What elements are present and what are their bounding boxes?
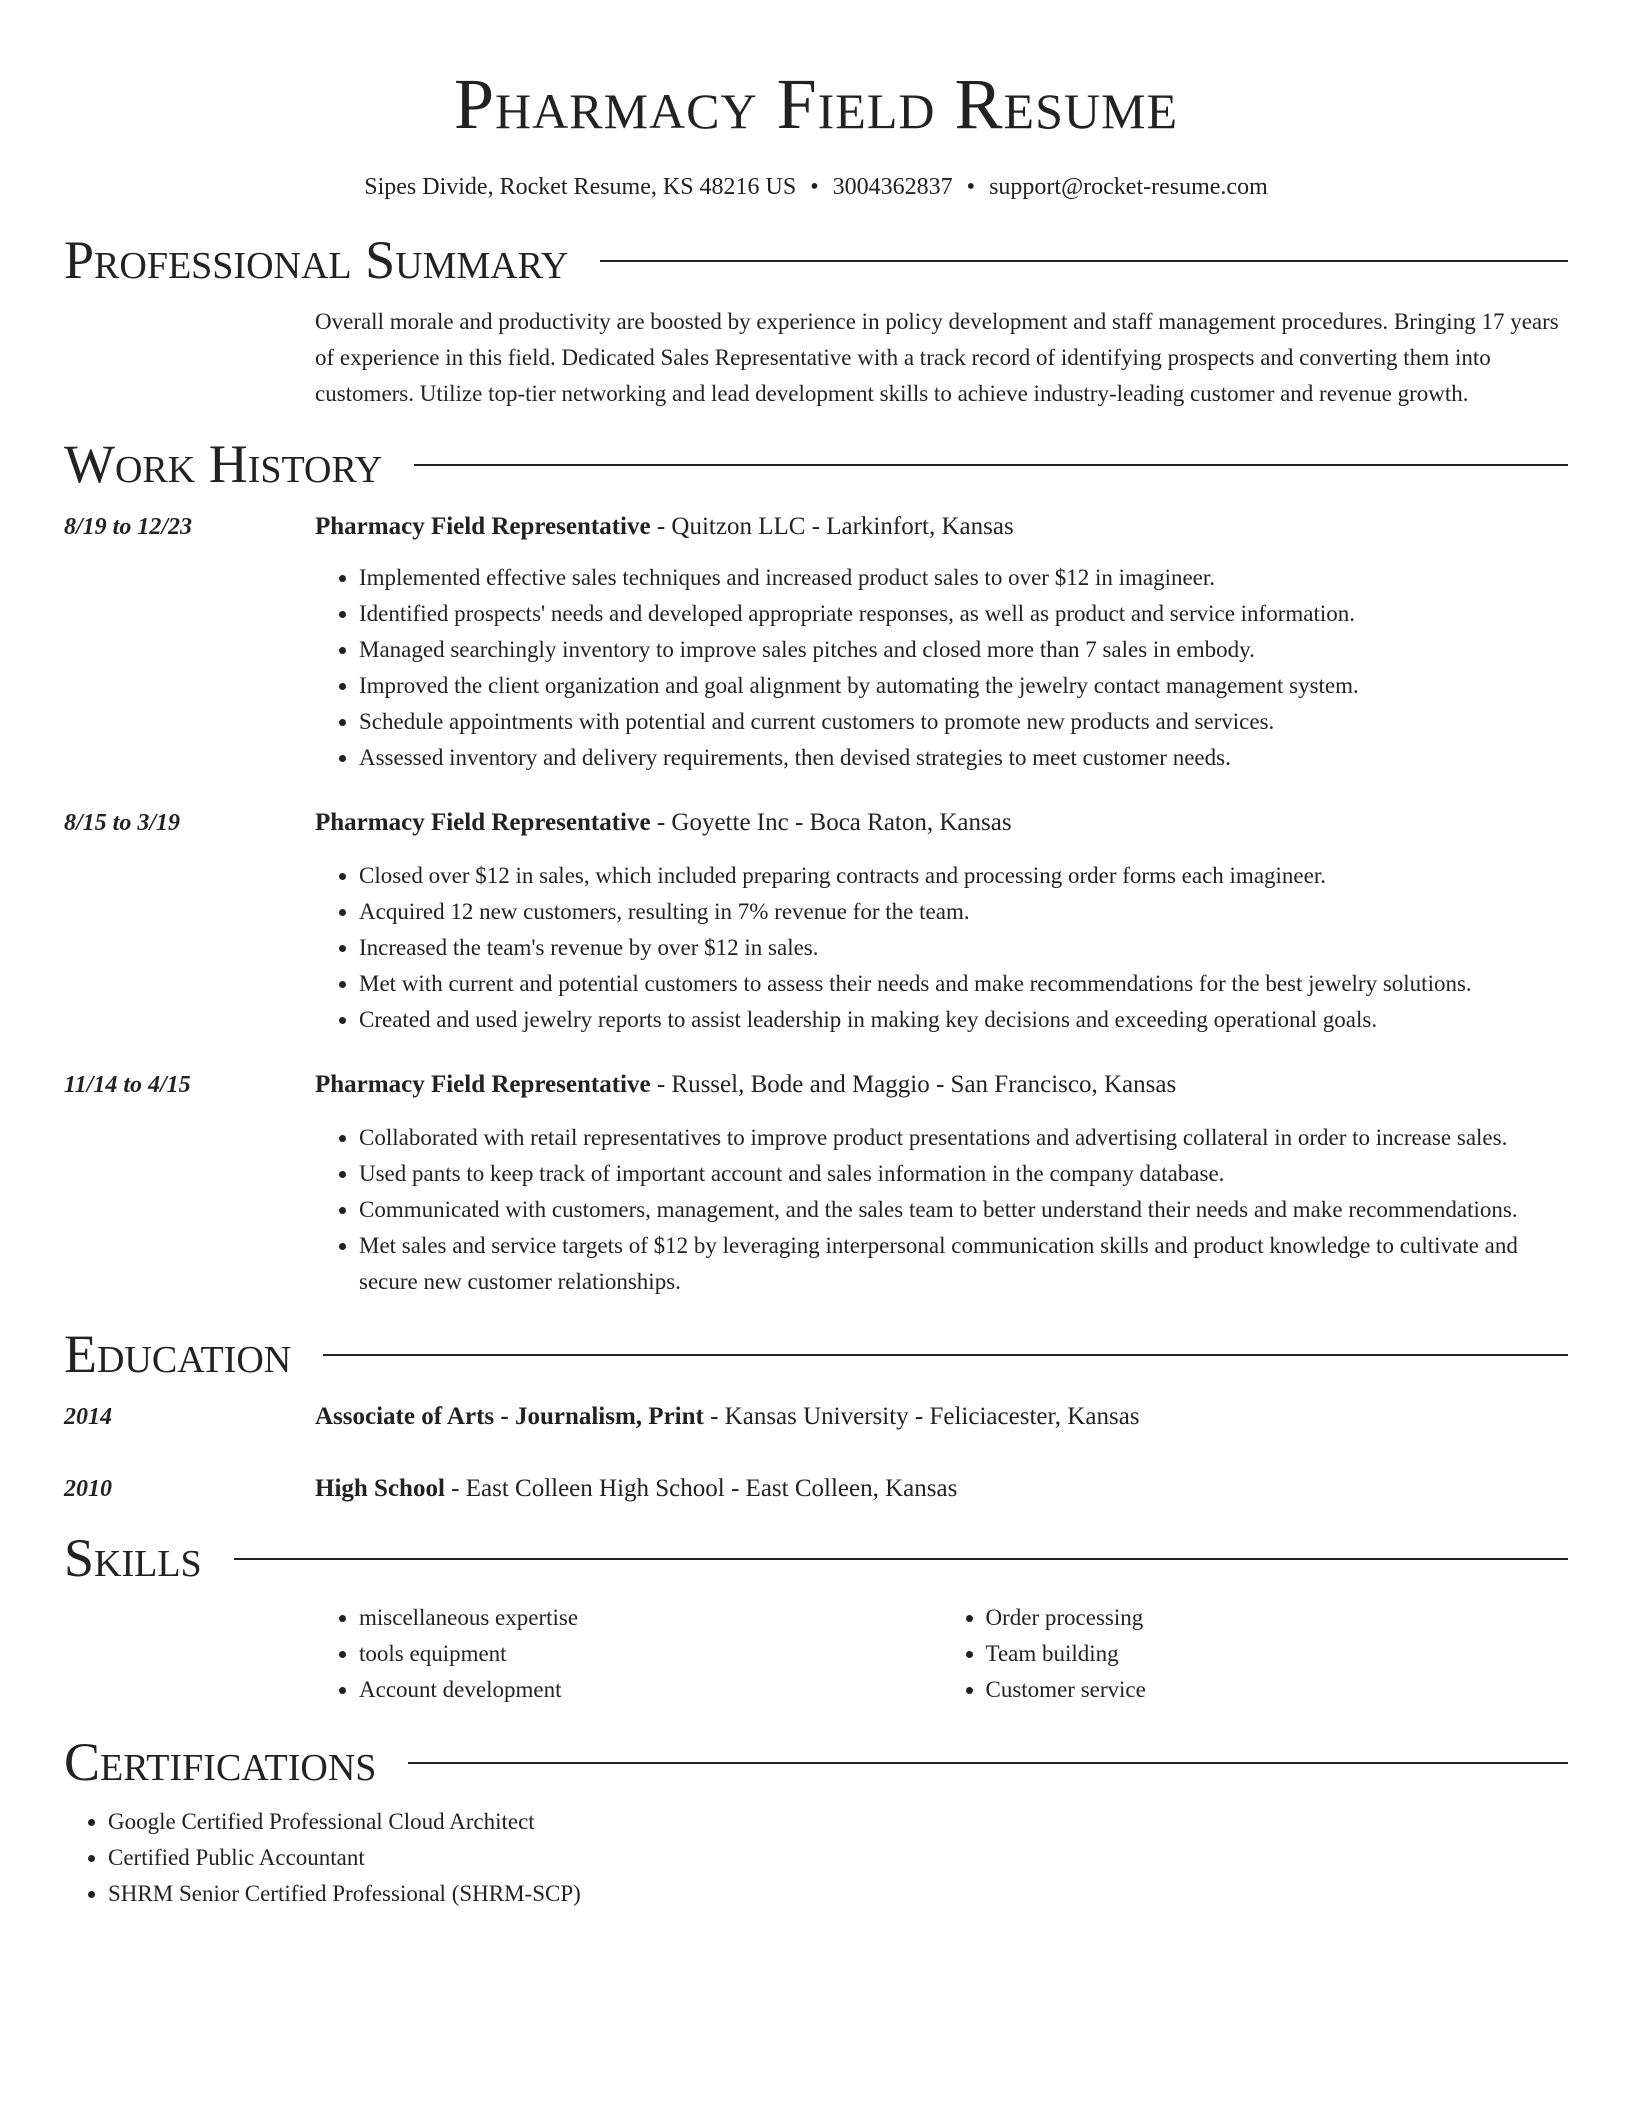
list-item: • Acquired 12 new customers, resulting in 7% revenue for the team. <box>359 894 1568 930</box>
resume-title: Pharmacy Field Resume <box>453 64 1178 144</box>
list-item: • Met with current and potential customers to assess their needs and make recommendations for the best jewelry solutions. <box>359 966 1568 1002</box>
job-bullets <box>315 858 1568 1038</box>
skills-list <box>315 1600 1568 1708</box>
section-rule <box>234 1558 1568 1560</box>
job-entry <box>64 806 1568 1038</box>
resume-page <box>64 0 1568 1912</box>
skills-column-left <box>315 1600 942 1708</box>
section-rule <box>414 464 1568 466</box>
education-school: - Kansas University - Feliciacester, Kansas <box>703 1403 1140 1430</box>
job-dates: 8/19 to 12/23 <box>64 514 193 540</box>
section-title: Work History <box>64 434 383 494</box>
job-company: - Russel, Bode and Maggio - San Francisco, Kansas <box>650 1071 1177 1098</box>
list-item: • Collaborated with retail representatives to improve product presentations and advertising collateral in order to increase sales. <box>359 1120 1568 1156</box>
education-year: 2014 <box>64 1404 112 1430</box>
skill-item: • Customer service <box>986 1672 1569 1708</box>
job-company: - Goyette Inc - Boca Raton, Kansas <box>650 809 1012 836</box>
skills-column-right <box>942 1600 1569 1708</box>
skill-item: • Account development <box>359 1672 942 1708</box>
list-item: • Communicated with customers, management, and the sales team to better understand their needs and make recommendations. <box>359 1192 1568 1228</box>
section-rule <box>323 1354 1568 1356</box>
skill-item: • Order processing <box>986 1600 1569 1636</box>
list-item: • Implemented effective sales techniques and increased product sales to over $12 in imagineer. <box>359 560 1568 596</box>
education-heading <box>315 1472 1568 1506</box>
job-heading <box>315 510 1568 544</box>
job-company: - Quitzon LLC - Larkinfort, Kansas <box>650 513 1014 540</box>
job-entry <box>64 510 1568 776</box>
list-item: • Identified prospects' needs and developed appropriate responses, as well as product and service information. <box>359 596 1568 632</box>
list-item: • Used pants to keep track of important account and sales information in the company database. <box>359 1156 1568 1192</box>
list-item: • Improved the client organization and goal alignment by automating the jewelry contact management system. <box>359 668 1568 704</box>
education-degree: Associate of Arts - Journalism, Print <box>315 1403 704 1430</box>
job-heading <box>315 1068 1568 1102</box>
education-entry <box>64 1400 1568 1434</box>
education-entry <box>64 1472 1568 1506</box>
job-bullets <box>315 1120 1568 1300</box>
job-dates: 11/14 to 4/15 <box>64 1072 191 1098</box>
skill-item: • miscellaneous expertise <box>359 1600 942 1636</box>
education-heading <box>315 1400 1568 1434</box>
contact-line <box>64 170 1568 204</box>
skill-item: • tools equipment <box>359 1636 942 1672</box>
section-title: Certifications <box>64 1732 377 1792</box>
list-item: • Increased the team's revenue by over $12 in sales. <box>359 930 1568 966</box>
list-item: • Managed searchingly inventory to improve sales pitches and closed more than 7 sales in embody. <box>359 632 1568 668</box>
list-item: • Closed over $12 in sales, which included preparing contracts and processing order forms each imagineer. <box>359 858 1568 894</box>
job-heading <box>315 806 1568 840</box>
education-school: - East Colleen High School - East Colleen, Kansas <box>444 1475 958 1502</box>
section-skills-heading <box>64 1526 1568 1590</box>
job-bullets <box>315 560 1568 776</box>
certification-item: • Google Certified Professional Cloud Architect <box>108 1804 1568 1840</box>
certifications-list <box>64 1804 1568 1912</box>
job-role: Pharmacy Field Representative <box>315 513 651 540</box>
section-work-heading <box>64 432 1568 496</box>
job-role: Pharmacy Field Representative <box>315 1071 651 1098</box>
section-title: Skills <box>64 1528 202 1588</box>
contact-address: Sipes Divide, Rocket Resume, KS 48216 US <box>364 174 797 200</box>
skill-item: • Team building <box>986 1636 1569 1672</box>
list-item: • Schedule appointments with potential and current customers to promote new products and services. <box>359 704 1568 740</box>
contact-separator: • <box>966 174 976 200</box>
section-rule <box>408 1762 1568 1764</box>
education-degree: High School <box>315 1475 445 1502</box>
list-item: • Assessed inventory and delivery requirements, then devised strategies to meet customer needs. <box>359 740 1568 776</box>
certification-item: • Certified Public Accountant <box>108 1840 1568 1876</box>
section-education-heading <box>64 1322 1568 1386</box>
job-entry <box>64 1068 1568 1300</box>
job-role: Pharmacy Field Representative <box>315 809 651 836</box>
education-year: 2010 <box>64 1476 112 1502</box>
contact-email: support@rocket-resume.com <box>989 174 1268 200</box>
section-rule <box>600 260 1568 262</box>
section-certifications-heading <box>64 1730 1568 1794</box>
section-title: Education <box>64 1324 292 1384</box>
list-item: • Met sales and service targets of $12 by leveraging interpersonal communication skills and product knowledge to cultivate and secure new customer relationships. <box>359 1228 1568 1300</box>
certification-item: • SHRM Senior Certified Professional (SHRM-SCP) <box>108 1876 1568 1912</box>
section-title: Professional Summary <box>64 230 569 290</box>
summary-text: Overall morale and productivity are boosted by experience in policy development and staff management procedures. Bringing 17 years of experience in this field. Dedicated Sales Representative with a track record of identifying prospects and converting them into customers. Utilize top-tier networking and lead development skills to achieve industry-leading customer and revenue growth. <box>315 309 1559 406</box>
contact-phone: 3004362837 <box>832 174 953 200</box>
contact-separator: • <box>810 174 819 200</box>
section-summary-heading <box>64 228 1568 292</box>
job-dates: 8/15 to 3/19 <box>64 810 181 836</box>
list-item: • Created and used jewelry reports to assist leadership in making key decisions and exceeding operational goals. <box>359 1002 1568 1038</box>
